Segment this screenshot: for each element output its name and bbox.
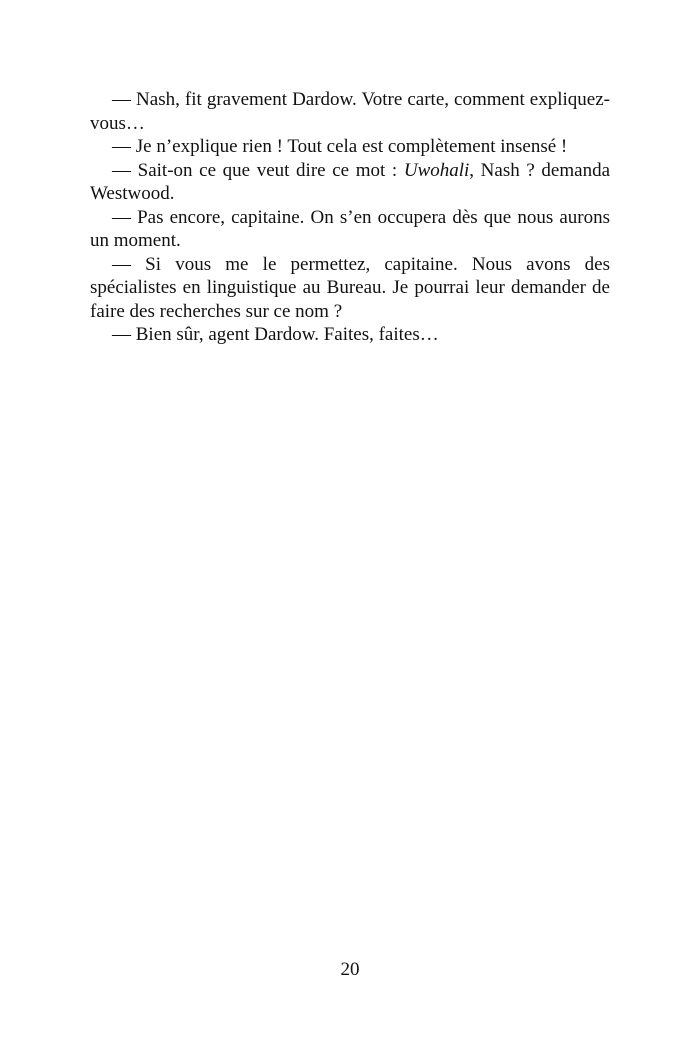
paragraph-3-before: — Sait-on ce que veut dire ce mot :	[112, 159, 404, 181]
paragraph-4: — Pas encore, capitaine. On s’en occupera dès que nous aurons un moment.	[90, 206, 610, 251]
body-text	[90, 88, 610, 347]
paragraph-3-after: , Nash ? demanda Westwood.	[90, 159, 611, 204]
paragraph-5: — Si vous me le permettez, capitaine. Nous avons des spécialistes en linguistique au Bureau. Je pourrai leur demander de faire des recherches sur ce nom ?	[90, 253, 610, 322]
paragraph-3	[90, 159, 610, 206]
italic-word: Uwohali	[403, 159, 470, 181]
paragraph-2: — Je n’explique rien ! Tout cela est complètement insensé !	[112, 136, 568, 157]
paragraph-1: — Nash, fit gravement Dardow. Votre carte, comment expliquez-vous…	[90, 89, 610, 134]
page-number: 20	[340, 959, 360, 980]
paragraph-6: — Bien sûr, agent Dardow. Faites, faites…	[112, 324, 439, 345]
